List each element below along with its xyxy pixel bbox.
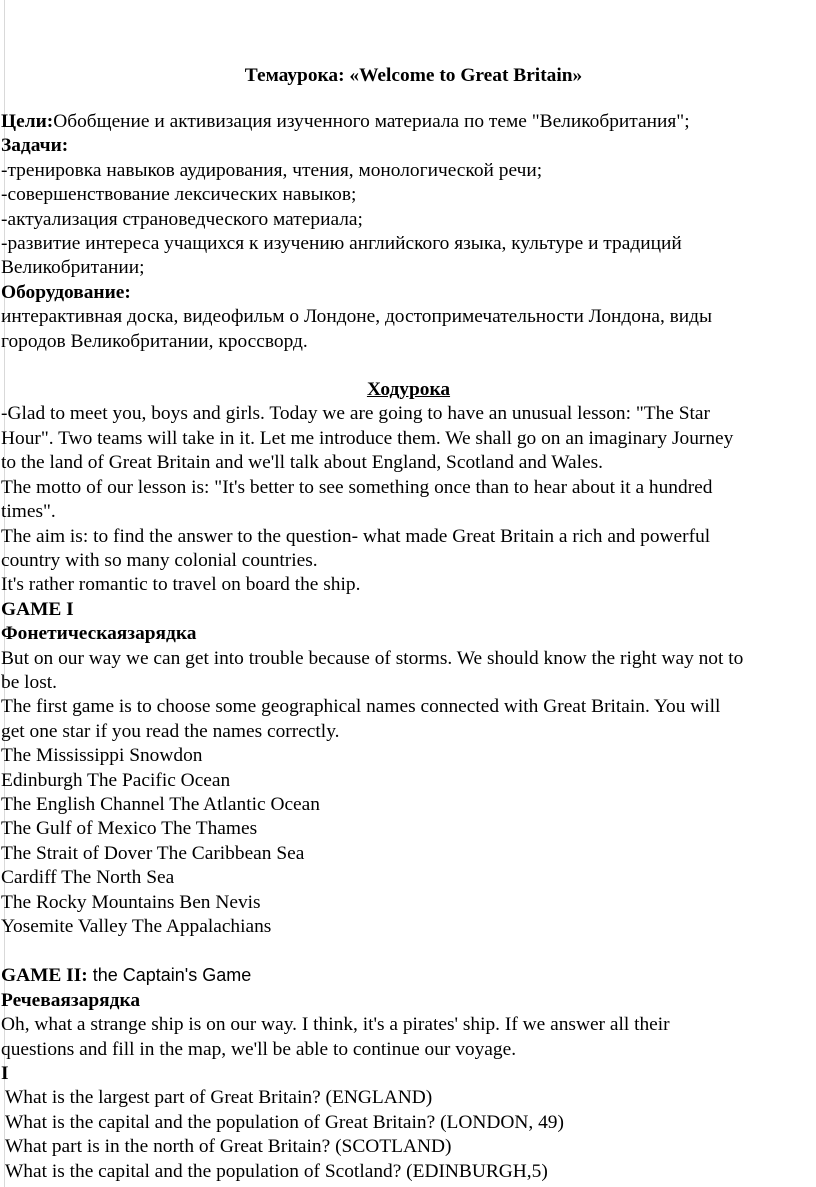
spacer [1, 939, 816, 963]
equipment-label: Оборудование: [1, 281, 131, 303]
task-line: -актуализация страноведческого материала; [1, 208, 363, 230]
goals-label: Цели: [1, 111, 54, 132]
game2-line: questions and fill in the map, we'll be able to continue our voyage. [1, 1038, 517, 1060]
geo-name-line: The Strait of Dover The Caribbean Sea [1, 842, 305, 864]
intro-line: It's rather romantic to travel on board the ship. [1, 574, 361, 596]
intro-line: The motto of our lesson is: "It's better to see something once than to hear about it a hundred [1, 476, 713, 498]
geo-name-line: The Rocky Mountains Ben Nevis [1, 891, 261, 913]
task-line: Великобритании; [1, 257, 145, 279]
lesson-heading: Ходурока [366, 379, 451, 401]
equipment-line: интерактивная доска, видеофильм о Лондоне, достопримечательности Лондона, виды [1, 306, 713, 328]
game2-line: Oh, what a strange ship is on our way. I think, it's a pirates' ship. If we answer all their [1, 1014, 670, 1036]
game1-line: get one star if you read the names correctly. [1, 720, 340, 742]
task-line: -совершенствование лексических навыков; [1, 184, 357, 206]
geo-name-line: The Gulf of Mexico The Thames [1, 818, 258, 840]
game2-subtitle: Речеваязарядка [1, 989, 141, 1011]
game1-title: GAME I [1, 598, 74, 620]
question-line: What is the capital and the population of Scotland? (EDINBURGH,5) [5, 1160, 548, 1182]
tasks-label: Задачи: [1, 135, 69, 157]
task-line: -тренировка навыков аудирования, чтения, монологической речи; [1, 159, 543, 181]
game1-line: be lost. [1, 671, 58, 693]
game2-title-line [1, 963, 816, 988]
game1-line: The first game is to choose some geographical names connected with Great Britain. You will [1, 696, 721, 718]
game2-title: GAME II: [1, 965, 88, 987]
geo-name-line: Cardiff The North Sea [1, 867, 175, 889]
document-body [1, 62, 816, 1184]
intro-line: to the land of Great Britain and we'll talk about England, Scotland and Wales. [1, 452, 603, 474]
intro-line: Hour". Two teams will take in it. Let me introduce them. We shall go on an imaginary Journey [1, 427, 734, 449]
goals-text: Обобщение и активизация изученного материала по теме "Великобритания"; [53, 111, 690, 132]
geo-name-line: The English Channel The Atlantic Ocean [1, 793, 320, 815]
game2-title-rest: the Captain's Game [87, 965, 252, 986]
equipment-line: городов Великобритании, кроссворд. [1, 330, 308, 352]
intro-line: times". [1, 501, 56, 523]
question-line: What is the capital and the population of Great Britain? (LONDON, 49) [5, 1111, 564, 1133]
spacer [1, 354, 816, 378]
game1-line: But on our way we can get into trouble because of storms. We should know the right way not to [1, 647, 744, 669]
intro-line: country with so many colonial countries. [1, 549, 318, 571]
question-line: What is the largest part of Great Britain? (ENGLAND) [5, 1087, 433, 1109]
intro-line: -Glad to meet you, boys and girls. Today we are going to have an unusual lesson: "The Star [1, 403, 710, 425]
lesson-title: Темаурока: «Welcome to Great Britain» [244, 65, 583, 86]
geo-name-line: Yosemite Valley The Appalachians [1, 916, 272, 937]
task-line: -развитие интереса учащихся к изучению английского языка, культуре и традиций [1, 233, 682, 255]
intro-line: The aim is: to find the answer to the question- what made Great Britain a rich and powerful [1, 525, 711, 547]
goals-line [1, 110, 816, 134]
game1-subtitle: Фонетическаязарядка [1, 623, 197, 645]
geo-name-line: Edinburgh The Pacific Ocean [1, 769, 231, 791]
question-line: What part is in the north of Great Britain? (SCOTLAND) [5, 1136, 452, 1158]
geo-name-line: The Mississippi Snowdon [1, 745, 203, 767]
game2-section-number: I [1, 1063, 9, 1085]
